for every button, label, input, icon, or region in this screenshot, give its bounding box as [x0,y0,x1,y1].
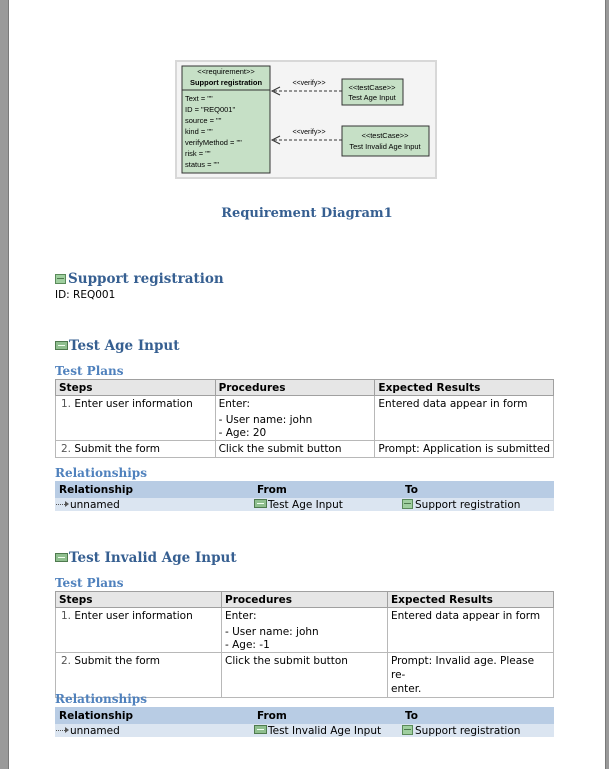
requirement-prop: ID = "REQ001" [185,105,236,114]
requirement-icon [402,499,413,509]
step-cell: 2. Submit the form [56,441,216,458]
step-cell: 1. Enter user information [56,608,222,653]
step-cell: 1. Enter user information [56,396,216,441]
testcase-icon [55,553,68,562]
testcase-2-stereotype: <<testCase>> [361,131,409,140]
col-relationship: Relationship [55,707,253,724]
from-cell: Test Age Input [253,498,401,511]
document-page [8,0,606,769]
testcase-1-relationships-table [55,481,554,511]
testcase-1-plan-table [55,379,554,458]
procedure-cell: Enter: - User name: john - Age: 20 [215,396,375,441]
expected-cell: Prompt: Application is submitted [375,441,554,458]
col-procedures: Procedures [215,380,375,396]
diagram-caption: Requirement Diagram1 [221,206,393,221]
procedure-cell: Enter: - User name: john - Age: -1 [222,608,388,653]
col-steps: Steps [56,380,216,396]
table-row[interactable] [55,724,554,737]
relationship-cell: unnamed [55,724,253,737]
procedure-cell: Click the submit button [215,441,375,458]
testcase-1-heading [55,338,179,354]
testcase-1-name: Test Age Input [348,93,396,102]
requirement-icon [55,274,66,284]
from-cell: Test Invalid Age Input [253,724,401,737]
table-row [56,608,554,653]
table-row [56,441,554,458]
testcase-icon [55,341,68,350]
requirement-prop: kind = "" [185,127,213,136]
table-row [56,396,554,441]
testcase-icon [254,725,267,734]
to-cell: Support registration [401,724,554,737]
requirement-heading [55,271,224,287]
verify-label-2: <<verify>> [292,129,326,136]
col-from: From [253,707,401,724]
to-cell: Support registration [401,498,554,511]
requirement-stereotype: <<requirement>> [197,67,255,76]
requirement-name: Support registration [189,78,263,87]
requirement-prop: source = "" [185,116,222,125]
expected-cell: Entered data appear in form [375,396,554,441]
procedure-cell: Click the submit button [222,653,388,698]
testcase-1-rel-heading: Relationships [55,466,147,480]
requirement-prop: risk = "" [185,149,211,158]
testcase-2-relationships-table [55,707,554,737]
relationship-cell: unnamed [55,498,253,511]
col-steps: Steps [56,592,222,608]
testcase-1-stereotype: <<testCase>> [348,83,396,92]
requirement-id: ID: REQ001 [55,289,116,301]
testcase-2-plan-table [55,591,554,698]
step-cell: 2. Submit the form [56,653,222,698]
requirement-diagram [175,60,437,179]
testcase-2-title: Test Invalid Age Input [69,550,237,566]
requirement-prop: verifyMethod = "" [185,138,242,147]
col-from: From [253,481,401,498]
requirement-prop: status = "" [185,160,219,169]
requirement-prop: Text = "" [185,94,213,103]
verify-label-1: <<verify>> [292,80,326,87]
requirement-icon [402,725,413,735]
col-to: To [401,707,554,724]
testcase-2-rel-heading: Relationships [55,692,147,706]
expected-cell: Prompt: Invalid age. Please re- enter. [388,653,554,698]
dependency-arrow-icon [56,500,69,508]
requirement-title: Support registration [68,271,224,287]
testcase-1-plans-heading: Test Plans [55,364,124,378]
dependency-arrow-icon [56,726,69,734]
testcase-1-title: Test Age Input [69,338,180,354]
testcase-2-plans-heading: Test Plans [55,576,124,590]
col-procedures: Procedures [222,592,388,608]
expected-cell: Entered data appear in form [388,608,554,653]
testcase-2-heading [55,550,237,566]
table-row [56,653,554,698]
testcase-icon [254,499,267,508]
col-to: To [401,481,554,498]
col-expected: Expected Results [388,592,554,608]
table-row[interactable] [55,498,554,511]
testcase-2-name: Test Invalid Age Input [349,142,421,151]
col-expected: Expected Results [375,380,554,396]
col-relationship: Relationship [55,481,253,498]
diagram-canvas [177,62,435,177]
